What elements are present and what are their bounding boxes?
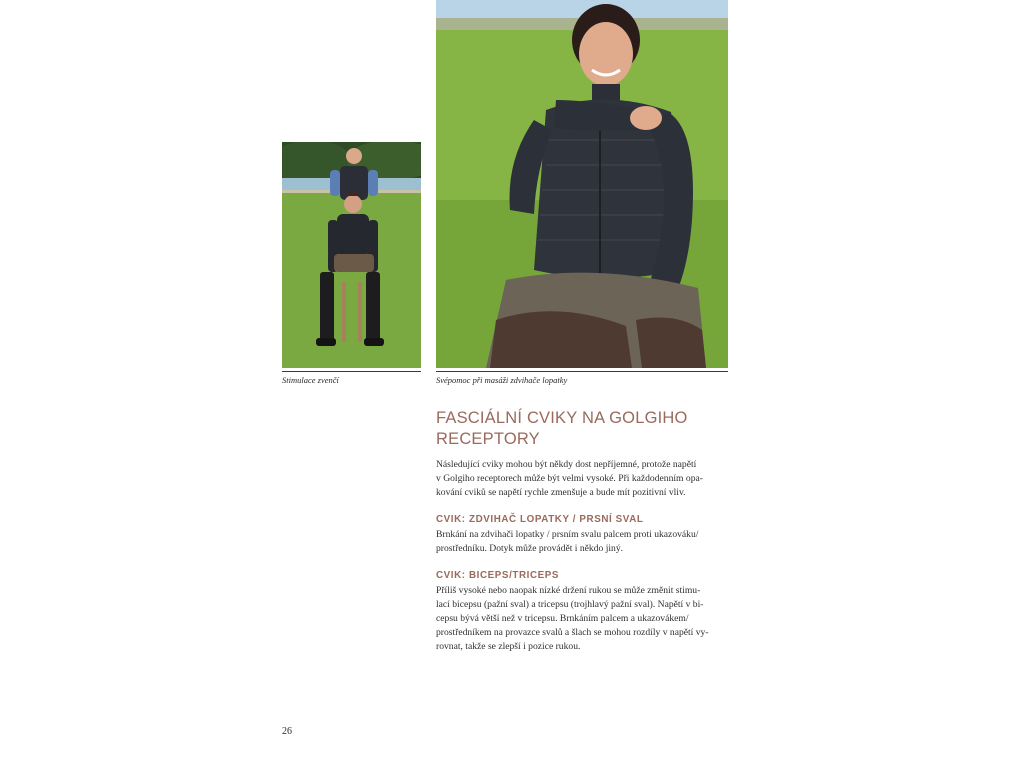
page-number: 26 bbox=[282, 726, 292, 737]
exercise-line: lací bicepsu (pažní sval) a tricepsu (trojhlavý pažní sval). Napětí v bi- bbox=[436, 599, 704, 610]
caption-rule-large bbox=[436, 371, 728, 372]
photo-self-massage bbox=[436, 0, 728, 368]
section-heading-line1: FASCIÁLNÍ CVIKY NA GOLGIHO bbox=[436, 409, 688, 427]
caption-large-photo: Svépomoc při masáži zdvihače lopatky bbox=[436, 375, 568, 385]
intro-line: v Golgiho receptorech může být velmi vysoké. Při každodenním opa- bbox=[436, 473, 703, 484]
exercise-text-shoulder bbox=[436, 528, 728, 556]
exercise-title-biceps: CVIK: BICEPS/TRICEPS bbox=[436, 570, 560, 581]
photo-stimulation-outside bbox=[282, 142, 421, 368]
exercise-line: cepsu bývá větší než v tricepsu. Brnkáním palcem a ukazovákem/ bbox=[436, 613, 689, 624]
exercise-line: Příliš vysoké nebo naopak nízké držení rukou se může změnit stimu- bbox=[436, 585, 701, 596]
exercise-text-biceps bbox=[436, 584, 728, 654]
intro-line: kování cviků se napětí rychle zmenšuje a bude mít pozitivní vliv. bbox=[436, 487, 686, 498]
exercise-line: prostředníkem na provazce svalů a šlach se mohou rozdíly v napětí vy- bbox=[436, 627, 709, 638]
exercise-line: rovnat, takže se zlepší i pozice rukou. bbox=[436, 641, 581, 652]
exercise-title-shoulder: CVIK: ZDVIHAČ LOPATKY / PRSNÍ SVAL bbox=[436, 514, 644, 525]
exercise-line: Brnkání na zdvihači lopatky / prsním svalu palcem proti ukazováku/ bbox=[436, 529, 699, 540]
caption-rule-small bbox=[282, 371, 421, 372]
intro-line: Následující cviky mohou být někdy dost nepříjemné, protože napětí bbox=[436, 459, 697, 470]
caption-small-photo: Stimulace zvenčí bbox=[282, 375, 339, 385]
exercise-line: prostředníku. Dotyk může provádět i někdo jiný. bbox=[436, 543, 624, 554]
section-heading-line2: RECEPTORY bbox=[436, 430, 540, 448]
section-heading bbox=[436, 408, 736, 450]
intro-paragraph bbox=[436, 458, 728, 500]
